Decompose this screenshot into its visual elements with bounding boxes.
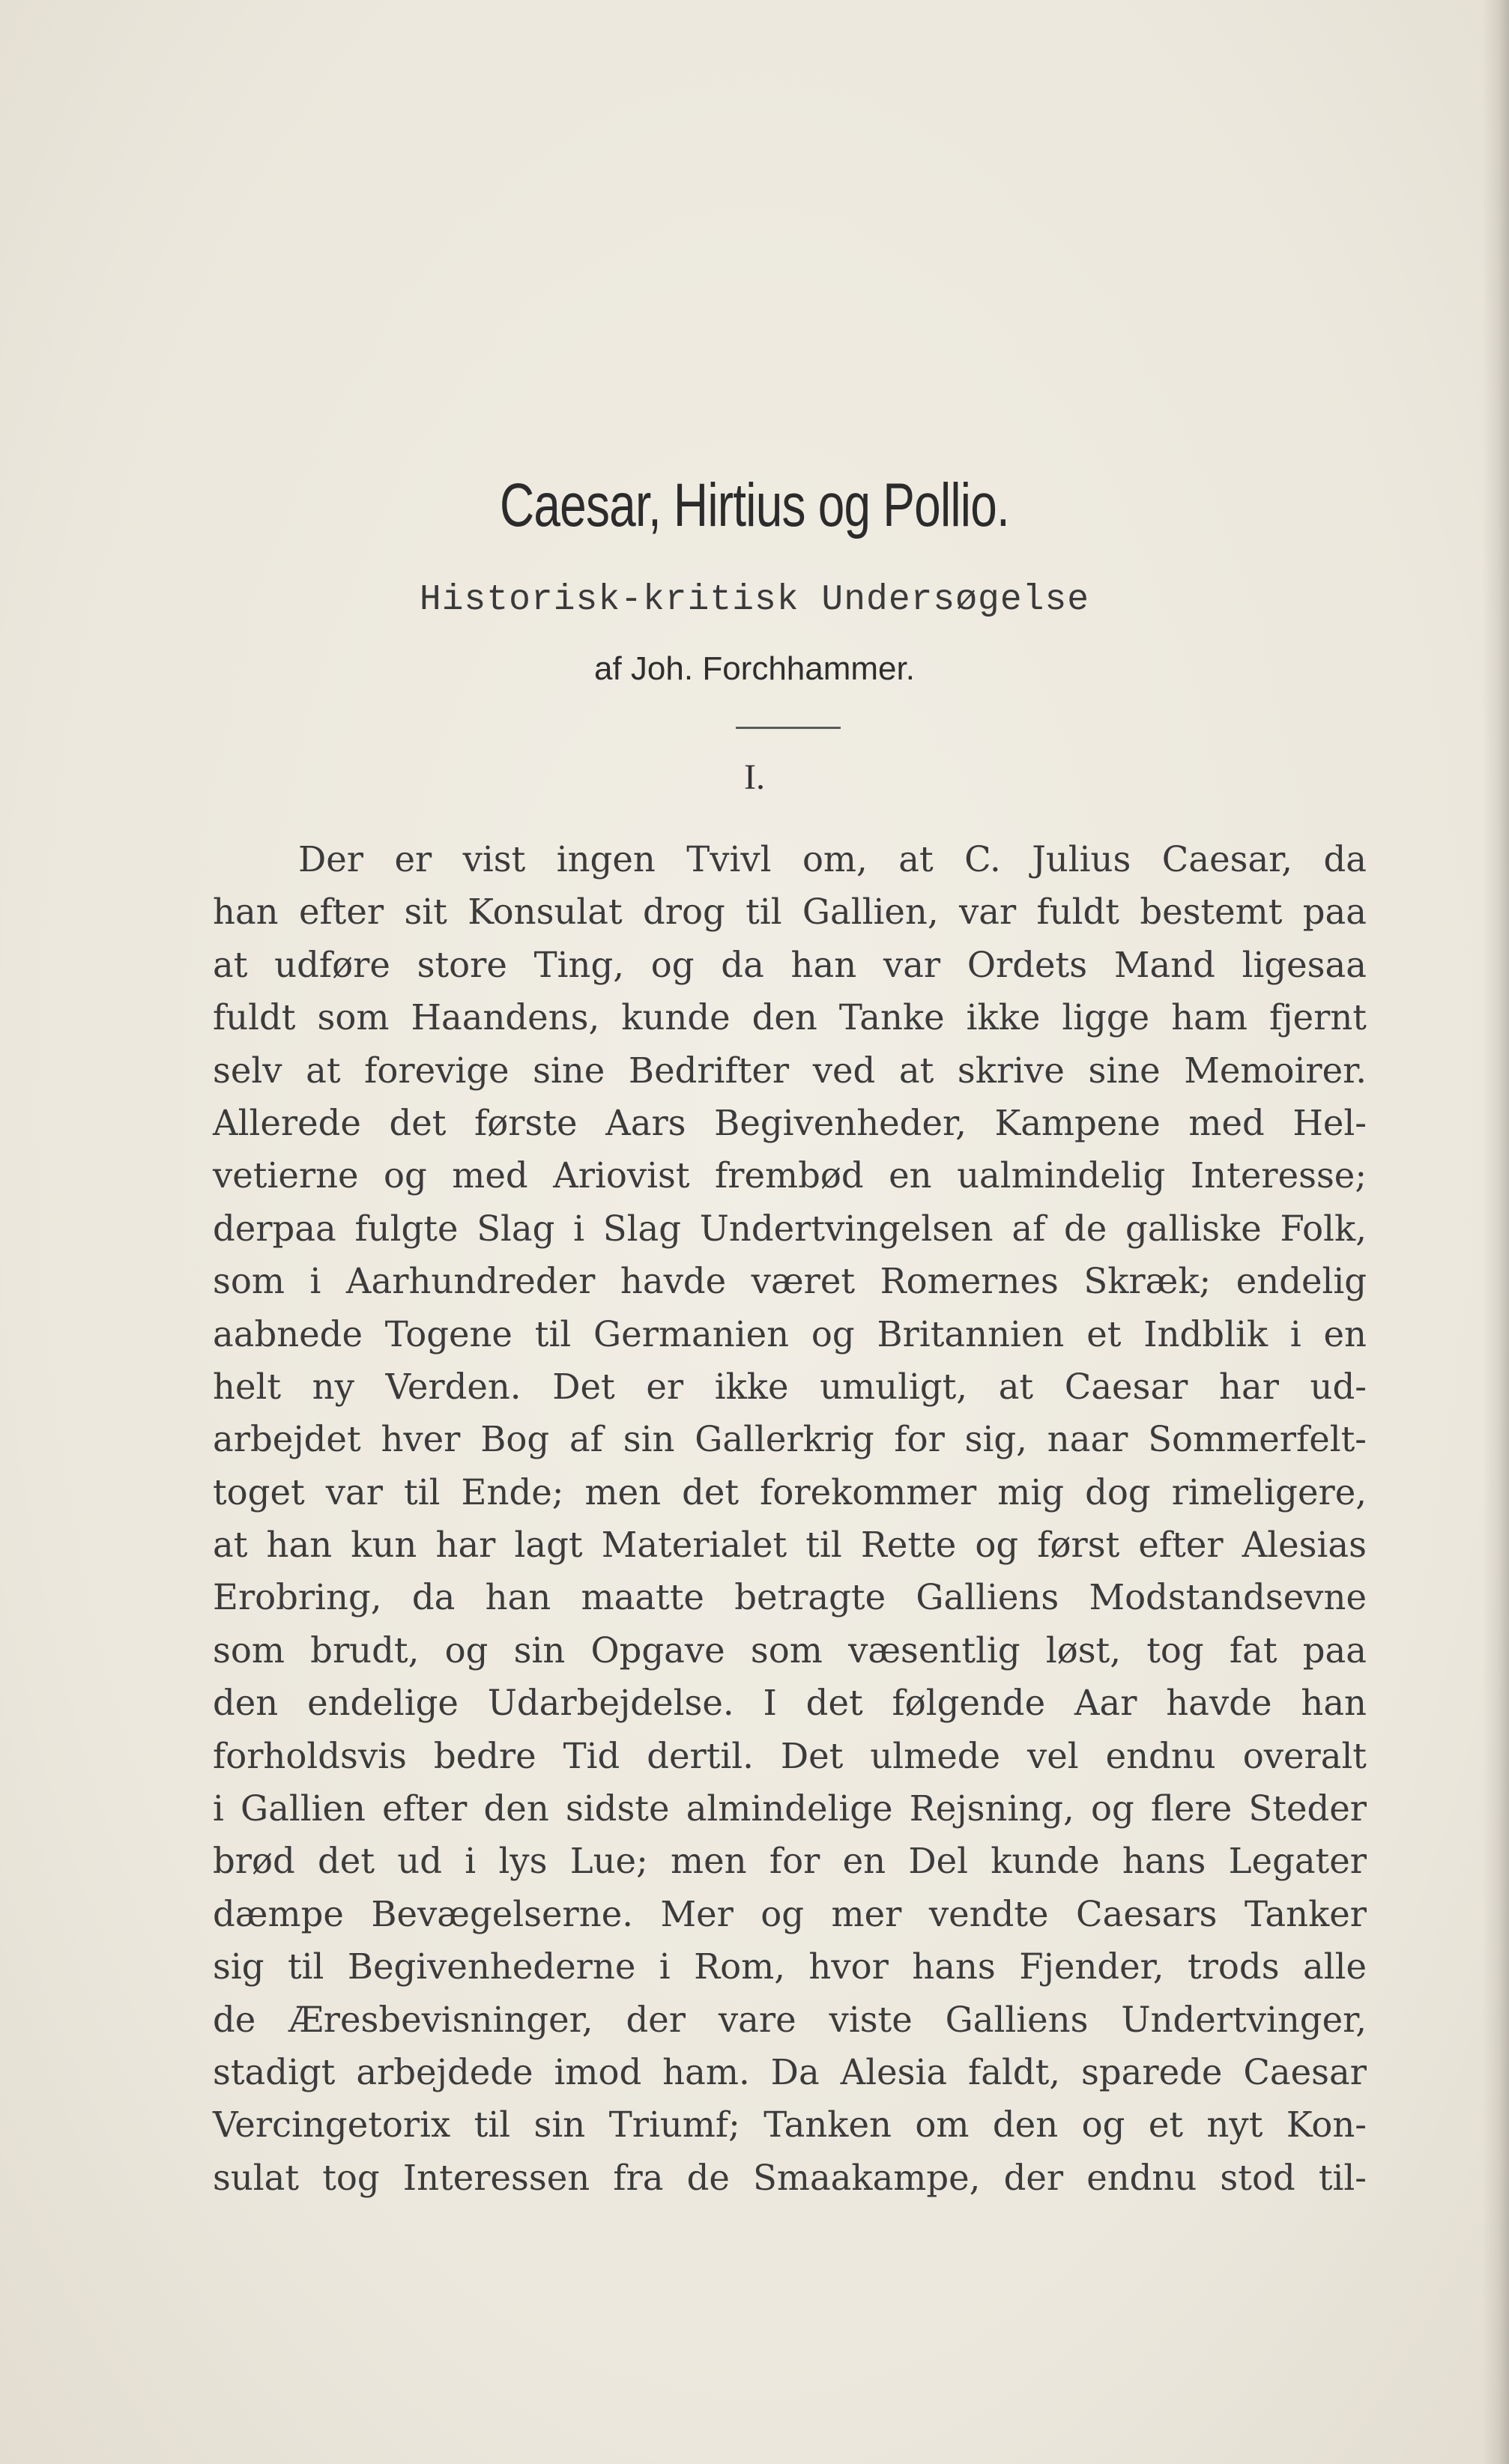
body-line: han efter sit Konsulat drog til Gallien, var fuldt bestemt paa	[213, 892, 1367, 933]
body-line: som brudt, og sin Opgave som væsentlig løst, tog fat paa	[213, 1629, 1367, 1671]
body-line: Der er vist ingen Tvivl om, at C. Julius Caesar, da	[298, 839, 1367, 880]
body-line: de Æresbevisninger, der vare viste Galliens Undertvinger,	[213, 1999, 1367, 2040]
body-line: Vercingetorix til sin Triumf; Tanken om den og et nyt Kon-	[213, 2104, 1367, 2146]
body-line: brød det ud i lys Lue; men for en Del kunde hans Legater	[213, 1841, 1367, 1882]
body-line: dæmpe Bevægelserne. Mer og mer vendte Caesars Tanker	[213, 1893, 1367, 1934]
body-line: sig til Begivenhederne i Rom, hvor hans Fjender, trods alle	[213, 1946, 1367, 1988]
body-line: toget var til Ende; men det forekommer mig dog rimeligere,	[213, 1471, 1367, 1513]
body-line: sulat tog Interessen fra de Smaakampe, der endnu stod til-	[213, 2157, 1367, 2198]
body-line: at udføre store Ting, og da han var Ordets Mand ligesaa	[213, 944, 1367, 985]
article-author: af Joh. Forchhammer.	[594, 650, 915, 687]
body-line: Allerede det første Aars Begivenheder, Kampene med Hel-	[213, 1102, 1367, 1143]
body-line: derpaa fulgte Slag i Slag Undertvingelsen af de galliske Folk,	[213, 1208, 1367, 1249]
body-line: selv at forevige sine Bedrifter ved at skrive sine Memoirer.	[213, 1050, 1367, 1091]
body-line: den endelige Udarbejdelse. I det følgende Aar havde han	[213, 1683, 1367, 1724]
body-line: helt ny Verden. Det er ikke umuligt, at Caesar har ud-	[213, 1366, 1367, 1407]
body-line: forholdsvis bedre Tid dertil. Det ulmede vel endnu overalt	[213, 1735, 1367, 1776]
body-line: stadigt arbejdede imod ham. Da Alesia faldt, sparede Caesar	[213, 2051, 1367, 2092]
body-line: Erobring, da han maatte betragte Galliens Modstandsevne	[213, 1577, 1367, 1618]
section-number: I.	[744, 757, 765, 797]
body-line: fuldt som Haandens, kunde den Tanke ikke ligge ham fjernt	[213, 997, 1367, 1038]
body-line: i Gallien efter den sidste almindelige Rejsning, og flere Steder	[213, 1788, 1367, 1829]
page-edge-shadow	[1482, 0, 1509, 2464]
body-line: vetierne og med Ariovist frembød en ualmindelig Interesse;	[213, 1155, 1367, 1196]
body-line: arbejdet hver Bog af sin Gallerkrig for sig, naar Sommerfelt-	[213, 1419, 1367, 1460]
body-line: aabnede Togene til Germanien og Britannien et Indblik i en	[213, 1313, 1367, 1354]
body-line: at han kun har lagt Materialet til Rette og først efter Alesias	[213, 1525, 1367, 1566]
article-title: Caesar, Hirtius og Pollio.	[499, 471, 1010, 539]
body-text	[213, 833, 1367, 2204]
title-divider	[736, 727, 841, 729]
body-line: som i Aarhundreder havde været Romernes Skræk; endelig	[213, 1261, 1367, 1302]
article-subtitle: Historisk-kritisk Undersøgelse	[419, 580, 1090, 620]
